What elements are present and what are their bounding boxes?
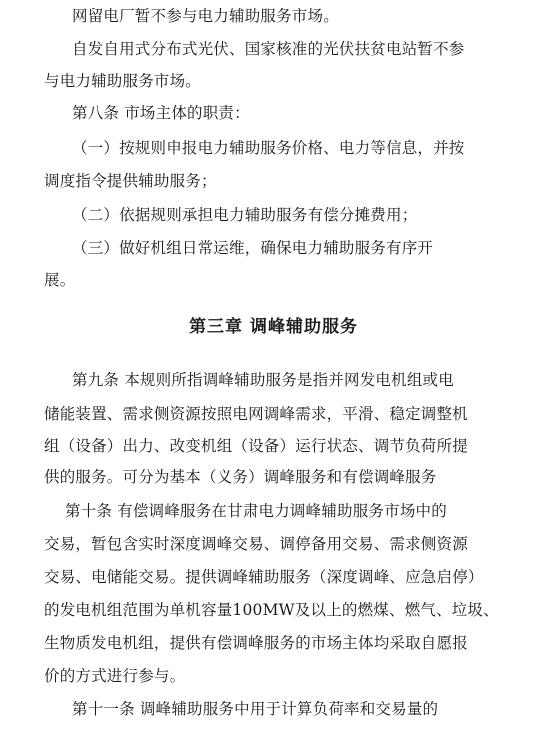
list-item-line: （一）按规则申报电力辅助服务价格、电力等信息，并按	[72, 139, 465, 157]
text-line: 自发自用式分布式光伏、国家核准的光伏扶贫电站暂不参	[72, 40, 465, 58]
text-line: 生物质发电机组，提供有偿调峰服务的市场主体均采取自愿报	[44, 634, 468, 652]
article-heading-line: 第十条 有偿调峰服务在甘肃电力调峰辅助服务市场中的	[65, 502, 447, 520]
text-line: 与电力辅助服务市场。	[44, 72, 202, 90]
text-line: 展。	[44, 271, 76, 289]
article-heading-line: 第八条 市场主体的职责：	[72, 104, 250, 122]
chapter-title: 第三章 调峰辅助服务	[189, 317, 358, 337]
article-heading-line: 第十一条 调峰辅助服务中用于计算负荷率和交易量的	[72, 700, 439, 718]
text-line: 价的方式进行参与。	[44, 667, 186, 685]
text-line: 供的服务。可分为基本（义务）调峰服务和有偿调峰服务	[44, 468, 437, 486]
text-line: 交易，暂包含实时深度调峰交易、调停备用交易、需求侧资源	[44, 535, 468, 553]
text-line: 储能装置、需求侧资源按照电网调峰需求，平滑、稳定调整机	[44, 405, 468, 423]
list-item-line: （二）依据规则承担电力辅助服务有偿分摊费用；	[72, 206, 418, 224]
article-heading-line: 第九条 本规则所指调峰辅助服务是指并网发电机组或电	[72, 371, 454, 389]
text-line: 的发电机组范围为单机容量100MW及以上的燃煤、燃气、垃圾、	[44, 601, 499, 619]
list-item-line: （三）做好机组日常运维，确保电力辅助服务有序开	[72, 239, 434, 257]
text-line: 调度指令提供辅助服务；	[44, 172, 217, 190]
text-line: 组（设备）出力、改变机组（设备）运行状态、调节负荷所提	[44, 437, 468, 455]
text-line: 网留电厂暂不参与电力辅助服务市场。	[72, 7, 339, 25]
text-line: 交易、电储能交易。提供调峰辅助服务（深度调峰、应急启停）	[44, 568, 484, 586]
